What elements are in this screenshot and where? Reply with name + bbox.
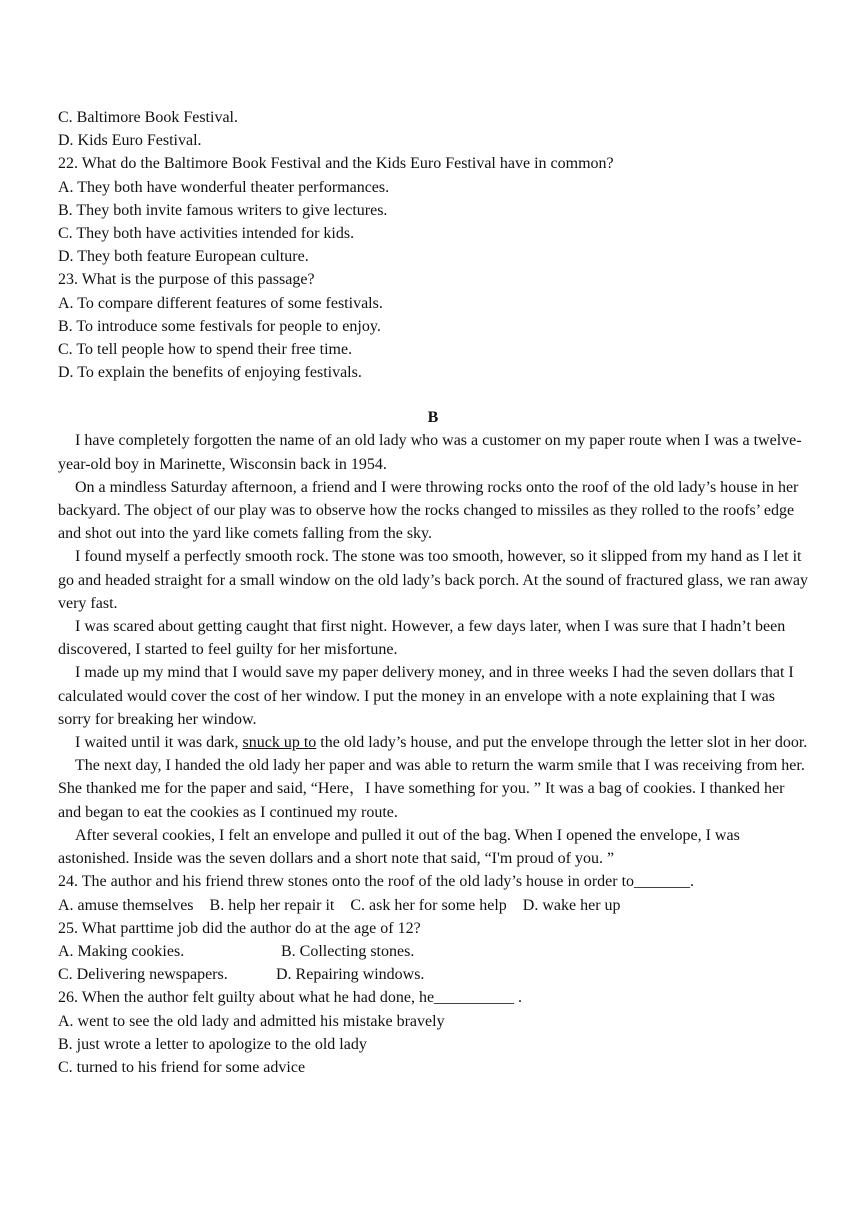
- question-25-option-b: B. Collecting stones.: [281, 942, 415, 960]
- paragraph-6-text-before: I waited until it was dark,: [75, 734, 243, 752]
- question-23-option-d: D. To explain the benefits of enjoying festivals.: [58, 364, 362, 382]
- question-25-options-row-2: [58, 963, 808, 986]
- question-25-option-c: C. Delivering newspapers.: [58, 966, 228, 984]
- option-c-q21: C. Baltimore Book Festival.: [58, 109, 238, 126]
- question-23-option-c: C. To tell people how to spend their free time.: [58, 341, 353, 359]
- question-25-stem: 25. What parttime job did the author do at the age of 12?: [58, 919, 421, 937]
- question-25-option-d: D. Repairing windows.: [276, 966, 425, 984]
- passage-paragraph-8: After several cookies, I felt an envelope and pulled it out of the bag. When I opened the envelope, I was astonished. Inside was the seven dollars and a short note that said, “I'm proud of you. ”: [58, 826, 740, 868]
- passage-paragraph-5: I made up my mind that I would save my paper delivery money, and in three weeks I had the seven dollars that I calculated would cover the cost of her window. I put the money in an envelope with a note explaining that I was sorry for breaking her window.: [58, 664, 794, 728]
- question-22-stem: 22. What do the Baltimore Book Festival and the Kids Euro Festival have in common?: [58, 155, 614, 173]
- question-24-options: [58, 894, 808, 917]
- question-25-option-a: A. Making cookies.: [58, 942, 185, 960]
- passage-paragraph-4: I was scared about getting caught that first night. However, a few days later, when I was sure that I hadn’t been discovered, I started to feel guilty for her misfortune.: [58, 618, 786, 659]
- option-d-q21: D. Kids Euro Festival.: [58, 132, 202, 150]
- question-22-option-c: C. They both have activities intended for kids.: [58, 225, 355, 243]
- question-26-option-a: A. went to see the old lady and admitted his mistake bravely: [58, 1012, 445, 1030]
- question-24-option-d: D. wake her up: [522, 896, 621, 914]
- question-24-option-c: C. ask her for some help: [350, 896, 507, 914]
- question-23-option-a: A. To compare different features of some festivals.: [58, 294, 383, 312]
- question-24-stem: 24. The author and his friend threw stones onto the roof of the old lady’s house in order to_______.: [58, 873, 695, 891]
- passage-paragraph-3: I found myself a perfectly smooth rock. The stone was too smooth, however, so it slipped from my hand as I let it go and headed straight for a small window on the old lady’s back porch. At the sound of fractured glass, we ran away very fast.: [58, 548, 809, 612]
- question-26-stem: 26. When the author felt guilty about what he had done, he__________ .: [58, 989, 523, 1007]
- question-26-option-c: C. turned to his friend for some advice: [58, 1058, 306, 1076]
- underlined-phrase: snuck up to: [242, 734, 317, 752]
- question-23-option-b: B. To introduce some festivals for people to enjoy.: [58, 317, 381, 335]
- question-22-option-b: B. They both invite famous writers to give lectures.: [58, 201, 388, 219]
- question-26-option-b: B. just wrote a letter to apologize to the old lady: [58, 1035, 367, 1053]
- passage-paragraph-2: On a mindless Saturday afternoon, a friend and I were throwing rocks onto the roof of the old lady’s house in her backyard. The object of our play was to observe how the rocks changed to missiles as they rolled to the roofs’ edge and shot out into the yard like comets falling from the sky.: [58, 478, 799, 543]
- question-25-options-row-1: [58, 940, 808, 963]
- passage-paragraph-1: I have completely forgotten the name of an old lady who was a customer on my paper route when I was a twelve-year-old boy in Marinette, Wisconsin back in 1954.: [58, 432, 802, 473]
- question-24-option-a: A. amuse themselves: [58, 896, 194, 914]
- document-page: [58, 106, 808, 1079]
- question-22-option-a: A. They both have wonderful theater performances.: [58, 178, 390, 196]
- section-b-heading: B: [427, 409, 439, 427]
- question-23-stem: 23. What is the purpose of this passage?: [58, 271, 315, 289]
- question-24-option-b: B. help her repair it: [209, 896, 335, 914]
- question-22-option-d: D. They both feature European culture.: [58, 248, 309, 266]
- paragraph-6-text-after: the old lady’s house, and put the envelope through the letter slot in her door.: [316, 734, 808, 752]
- passage-paragraph-6: [58, 731, 808, 754]
- passage-paragraph-7: The next day, I handed the old lady her paper and was able to return the warm smile that I was receiving from her. She thanked me for the paper and said, “Here，I have something for you. ” It was a bag of cookies. I thanked her and began to eat the cookies as I continued my route.: [58, 757, 805, 821]
